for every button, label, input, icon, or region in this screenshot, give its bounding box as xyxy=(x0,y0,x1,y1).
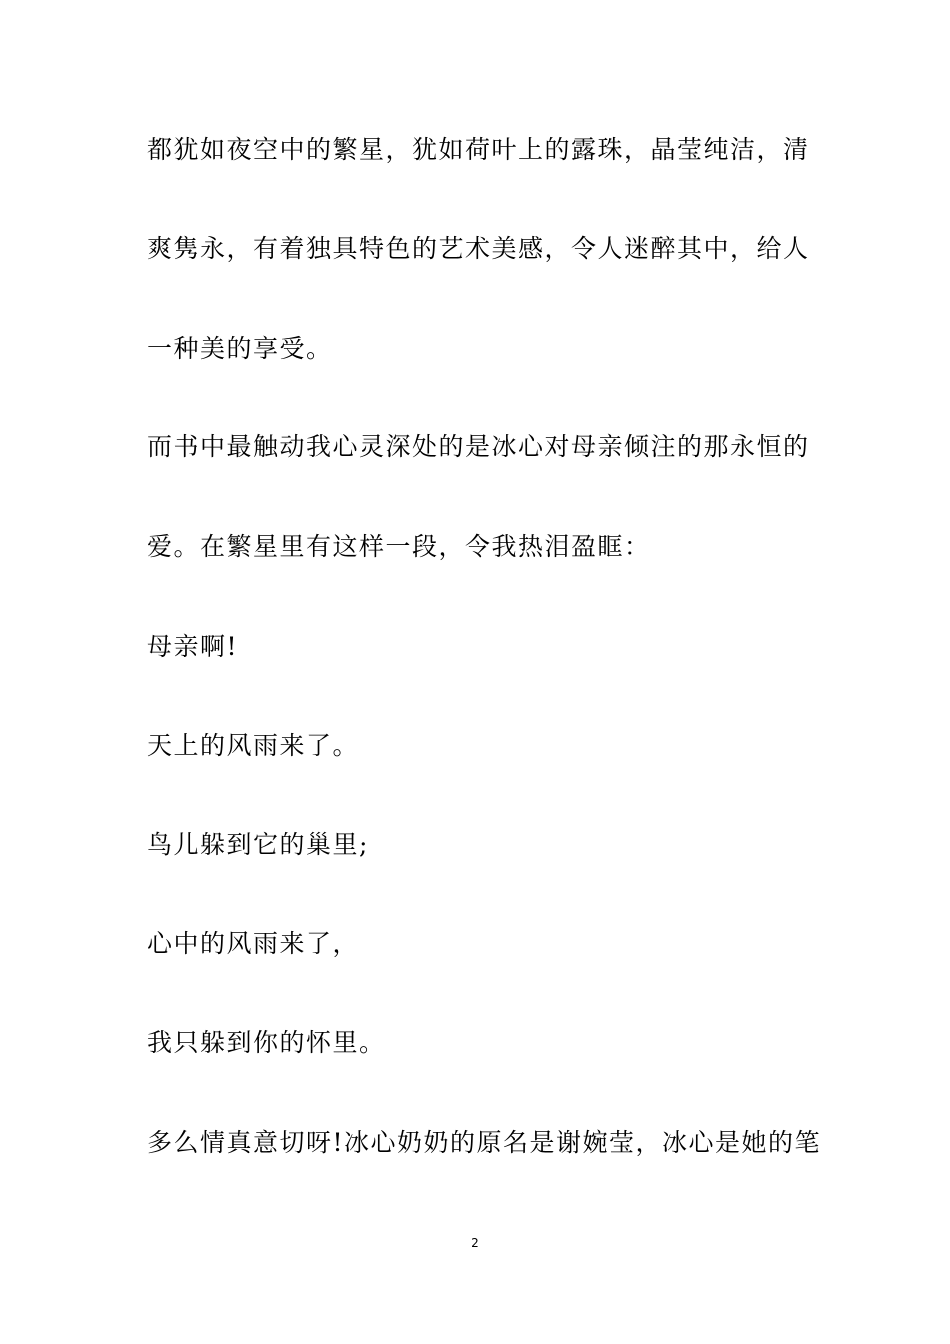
text-line-1: 都犹如夜空中的繁星，犹如荷叶上的露珠，晶莹纯洁，清 xyxy=(147,135,810,164)
page-number: 2 xyxy=(471,1236,479,1250)
text-line-6: 多么情真意切呀!冰心奶奶的原名是谢婉莹，冰心是她的笔 xyxy=(147,1128,822,1157)
poem-line-1: 母亲啊! xyxy=(147,632,239,661)
poem-line-3: 鸟儿躲到它的巢里; xyxy=(147,830,369,859)
text-line-4: 而书中最触动我心灵深处的是冰心对母亲倾注的那永恒的 xyxy=(147,432,810,461)
poem-line-2: 天上的风雨来了。 xyxy=(147,731,360,760)
text-line-3: 一种美的享受。 xyxy=(147,334,333,363)
text-line-2: 爽隽永，有着独具特色的艺术美感，令人迷醉其中，给人 xyxy=(147,234,810,263)
poem-line-4: 心中的风雨来了， xyxy=(147,929,360,958)
poem-line-5: 我只躲到你的怀里。 xyxy=(147,1028,386,1057)
text-line-5: 爱。在繁星里有这样一段，令我热泪盈眶： xyxy=(147,532,651,561)
